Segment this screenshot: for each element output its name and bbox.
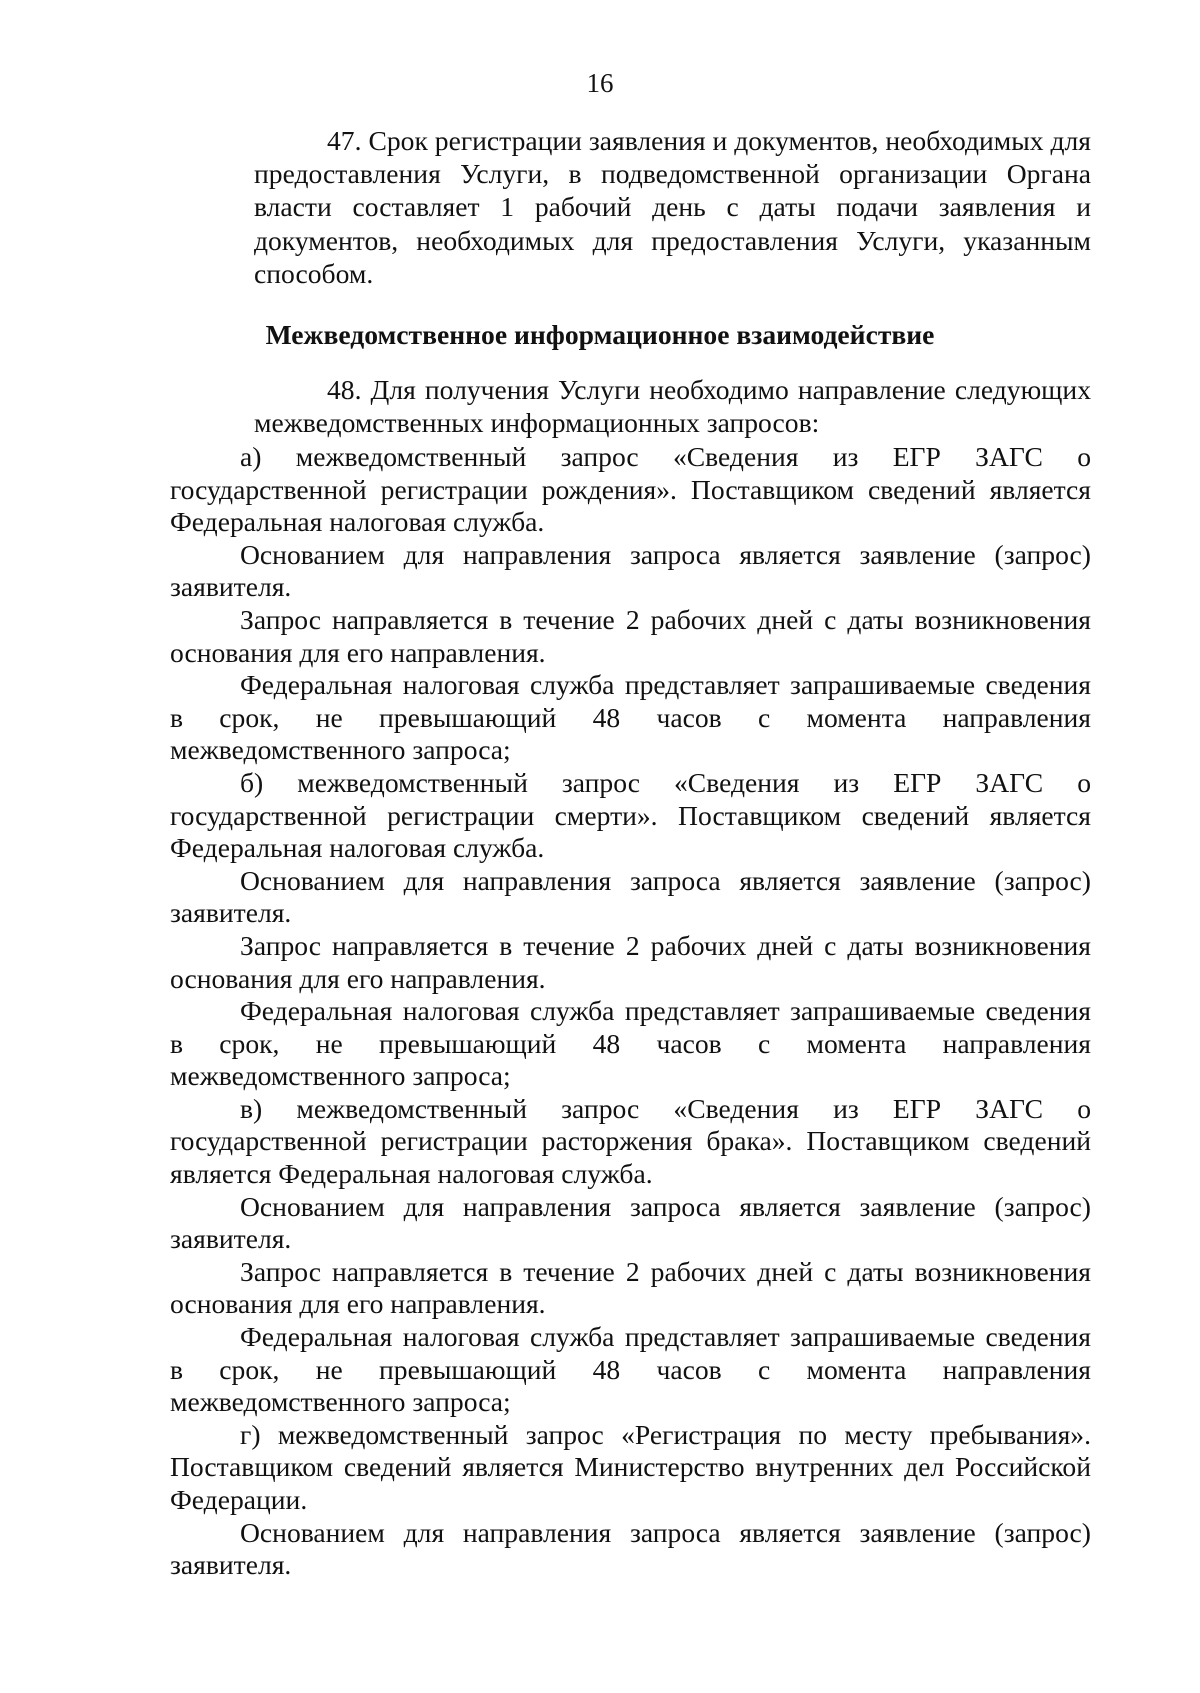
section-heading: Межведомственное информационное взаимодействие (265, 319, 935, 350)
paragraph-item-b: б) межведомственный запрос «Сведения из ЕГР ЗАГС о государственной регистрации смерти». Поставщиком сведений является Федеральная налоговая служба. (170, 766, 1091, 864)
paragraph-basis: Основанием для направления запроса является заявление (запрос) заявителя. (170, 1516, 1091, 1581)
paragraph-response-term: Федеральная налоговая служба представляет запрашиваемые сведения в срок, не превышающий 48 часов с момента направления межведомственного запроса; (170, 1321, 1091, 1418)
paragraph-deadline: Запрос направляется в течение 2 рабочих дней с даты возникновения основания для его направления. (170, 603, 1091, 668)
body-text (170, 441, 1091, 1582)
paragraph-deadline: Запрос направляется в течение 2 рабочих дней с даты возникновения основания для его направления. (170, 1255, 1091, 1320)
paragraph-47: 47. Срок регистрации заявления и документов, необходимых для предоставления Услуги, в подведомственной организации Органа власти составляет 1 рабочий день с даты подачи заявления и документов, необходимых для предоставления Услуги, указанным способом. (254, 125, 1091, 289)
paragraph-item-g: г) межведомственный запрос «Регистрация по месту пребывания». Поставщиком сведений является Министерство внутренних дел Российской Федерации. (170, 1418, 1091, 1515)
paragraph-48: 48. Для получения Услуги необходимо направление следующих межведомственных информационных запросов: (254, 374, 1091, 439)
paragraph-response-term: Федеральная налоговая служба представляет запрашиваемые сведения в срок, не превышающий 48 часов с момента направления межведомственного запроса; (170, 669, 1091, 766)
page-number: 16 (586, 68, 614, 98)
paragraph-basis: Основанием для направления запроса является заявление (запрос) заявителя. (170, 538, 1091, 603)
paragraph-item-v: в) межведомственный запрос «Сведения из ЕГР ЗАГС о государственной регистрации расторжения брака». Поставщиком сведений является Федеральная налоговая служба. (170, 1092, 1091, 1190)
paragraph-deadline: Запрос направляется в течение 2 рабочих дней с даты возникновения основания для его направления. (170, 929, 1091, 994)
paragraph-basis: Основанием для направления запроса является заявление (запрос) заявителя. (170, 864, 1091, 929)
paragraph-item-a: а) межведомственный запрос «Сведения из ЕГР ЗАГС о государственной регистрации рождения». Поставщиком сведений является Федеральная налоговая служба. (170, 441, 1091, 538)
paragraph-response-term: Федеральная налоговая служба представляет запрашиваемые сведения в срок, не превышающий 48 часов с момента направления межведомственного запроса; (170, 995, 1091, 1092)
paragraph-basis: Основанием для направления запроса является заявление (запрос) заявителя. (170, 1190, 1091, 1255)
